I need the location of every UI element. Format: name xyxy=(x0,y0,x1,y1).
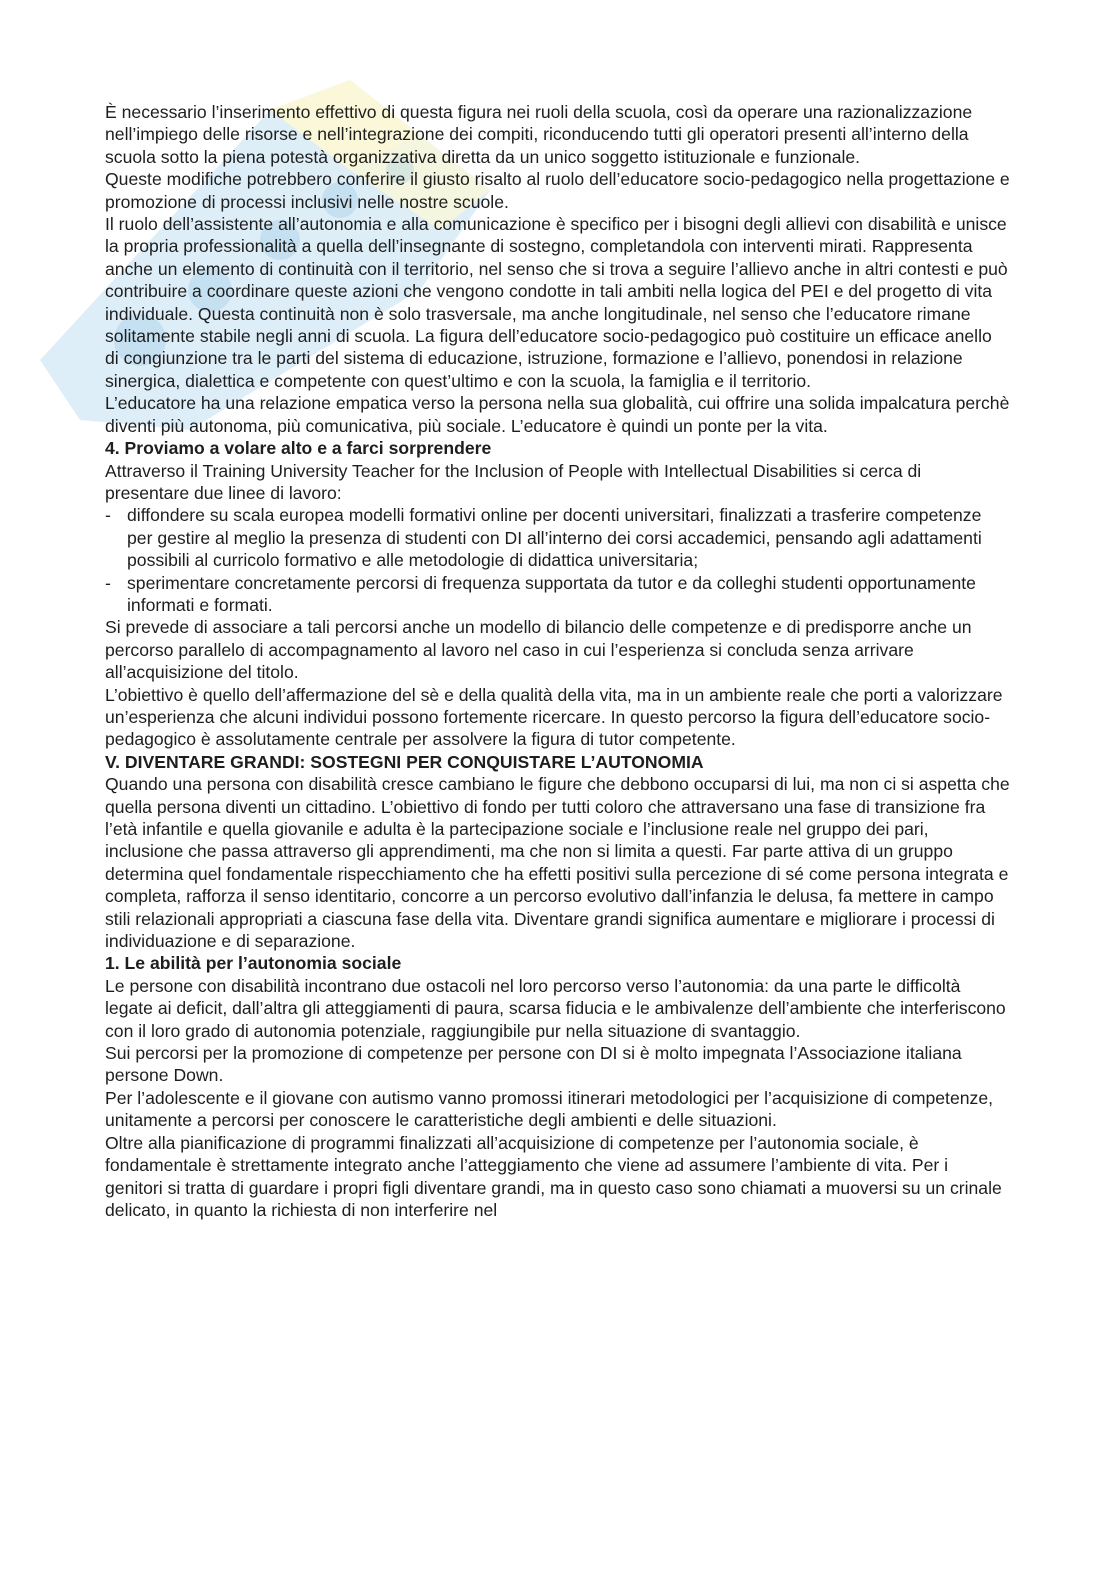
paragraph: L’educatore ha una relazione empatica verso la persona nella sua globalità, cui offrire una solida impalcatura perchè diventi più autonoma, più comunicativa, più sociale. L’educatore è quindi un ponte per la vita. xyxy=(105,393,1010,436)
paragraph: Si prevede di associare a tali percorsi anche un modello di bilancio delle competenze e di predisporre anche un percorso parallelo di accompagnamento al lavoro nel caso in cui l’esperienza si concluda senza arrivare all’acquisizione del titolo. xyxy=(105,617,972,683)
list-item xyxy=(105,572,1010,617)
paragraph: Queste modifiche potrebbero conferire il giusto risalto al ruolo dell’educatore socio-pedagogico nella progettazione e promozione di processi inclusivi nelle nostre scuole. xyxy=(105,169,1010,212)
dash-bullet: - xyxy=(105,505,111,526)
paragraph: Il ruolo dell’assistente all’autonomia e alla comunicazione è specifico per i bisogni degli allievi con disabilità e unisce la propria professionalità a quella dell’insegnante di sostegno, completandola con interventi mirati. Rappresenta anche un elemento di continuità con il territorio, nel senso che si trova a seguire l’allievo anche in altri contesti e può contribuire a coordinare queste azioni che vengono condotte in tali ambiti nella logica del PEI e del progetto di vita individuale. Questa continuità non è solo trasversale, ma anche longitudinale, nel senso che l’educatore rimane solitamente stabile negli anni di scuola. La figura dell’educatore socio-pedagogico può costituire un efficace anello di congiunzione tra le parti del sistema di educazione, istruzione, formazione e l’allievo, ponendosi in relazione sinergica, dialettica e competente con quest’ultimo e con la scuola, la famiglia e il territorio. xyxy=(105,214,1008,391)
paragraph: L’obiettivo è quello dell’affermazione del sè e della qualità della vita, ma in un ambiente reale che porti a valorizzare un’esperienza che alcuni individui possono fortemente ricercare. In questo percorso la figura dell’educatore socio-pedagogico è assolutamente centrale per assolvere la figura di tutor competente. xyxy=(105,684,1003,750)
bullet-list xyxy=(105,504,1010,616)
paragraph: È necessario l’inserimento effettivo di questa figura nei ruoli della scuola, così da operare una razionalizzazione nell’impiego delle risorse e nell’integrazione dei compiti, riconducendo tutti gli operatori presenti all’interno della scuola sotto la piena potestà organizzativa diretta da un unico soggetto istituzionale e funzionale. xyxy=(105,102,973,167)
paragraph: Sui percorsi per la promozione di competenze per persone con DI si è molto impegnata l’Associazione italiana persone Down. xyxy=(105,1043,962,1086)
list-item-text: sperimentare concretamente percorsi di frequenza supportata da tutor e da colleghi studenti opportunamente informati e formati. xyxy=(127,572,976,615)
paragraph: Quando una persona con disabilità cresce cambiano le figure che debbono occuparsi di lui, ma non ci si aspetta che quella persona diventi un cittadino. L’obiettivo di fondo per tutti coloro che attraversano una fase di transizione fra l’età infantile e quella giovanile e adulta è la partecipazione sociale e l’inclusione reale nel gruppo dei pari, inclusione che passa attraverso gli apprendimenti, ma che non si limita a questi. Far parte attiva di un gruppo determina quel fondamentale rispecchiamento che ha effetti positivi sulla percezione di sé come persona integrata e completa, rafforza il senso identitario, concorre a un percorso evolutivo dall’infanzia le delusa, fa mettere in campo stili relazionali appropriati a ciascuna fase della vita. Diventare grandi significa aumentare e migliorare i processi di individuazione e di separazione. xyxy=(105,774,1010,952)
paragraph: Per l’adolescente e il giovane con autismo vanno promossi itinerari metodologici per l’acquisizione di competenze, unitamente a percorsi per conoscere le caratteristiche degli ambienti e delle situazioni. xyxy=(105,1087,993,1131)
section-heading: V. DIVENTARE GRANDI: SOSTEGNI PER CONQUISTARE L’AUTONOMIA xyxy=(105,751,704,772)
document-body xyxy=(105,101,1010,1221)
subsection-heading: 1. Le abilità per l’autonomia sociale xyxy=(105,953,402,974)
list-item-text: diffondere su scala europea modelli formativi online per docenti universitari, finalizzati a trasferire competenze per gestire al meglio la presenza di studenti con DI all’interno dei corsi accademici, pensando agli adattamenti possibili al curricolo formativo e alle metodologie di didattica universitaria; xyxy=(127,505,982,571)
subsection-heading: 4. Proviamo a volare alto e a farci sorprendere xyxy=(105,438,492,459)
paragraph: Attraverso il Training University Teacher for the Inclusion of People with Intellectual Disabilities si cerca di presentare due linee di lavoro: xyxy=(105,460,922,503)
paragraph: Le persone con disabilità incontrano due ostacoli nel loro percorso verso l’autonomia: da una parte le difficoltà legate ai deficit, dall’altra gli atteggiamenti di paura, scarsa fiducia e le ambivalenze dell’ambiente che interferiscono con il loro grado di autonomia potenziale, raggiungibile pur nella situazione di svantaggio. xyxy=(105,975,1006,1041)
paragraph: Oltre alla pianificazione di programmi finalizzati all’acquisizione di competenze per l’autonomia sociale, è fondamentale è strettamente integrato anche l’atteggiamento che viene ad assumere l’ambiente di vita. Per i genitori si tratta di guardare i propri figli diventare grandi, ma in questo caso sono chiamati a muoversi su un crinale delicato, in quanto la richiesta di non interferire nel xyxy=(105,1132,1002,1220)
dash-bullet: - xyxy=(105,572,111,593)
list-item xyxy=(105,504,1010,571)
